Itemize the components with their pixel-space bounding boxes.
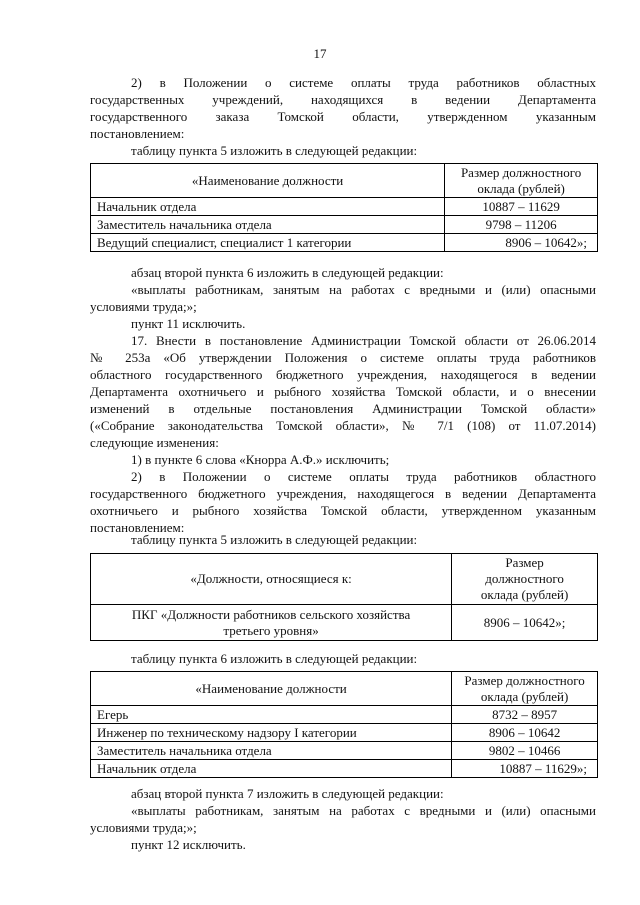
paragraph-line: государственного заказа Томской области, утвержденном указанным	[90, 109, 596, 124]
paragraph-line: следующие изменения:	[90, 435, 219, 450]
header-salary-line: оклада (рублей)	[480, 587, 569, 602]
salary-range: 8906 – 10642	[452, 724, 598, 742]
paragraph-line: абзац второй пункта 7 изложить в следующей редакции:	[131, 786, 444, 801]
paragraph-line: государственных учреждений, находящихся в ведении Департамента	[90, 92, 596, 107]
table-row	[91, 216, 598, 234]
position-name: Начальник отдела	[91, 198, 445, 216]
paragraph-line: областного государственного бюджетного учреждения, находящегося в ведении	[90, 367, 596, 382]
table-intro: таблицу пункта 6 изложить в следующей редакции:	[131, 651, 418, 666]
table-row	[91, 742, 598, 760]
position-group	[91, 605, 452, 641]
position-name: Ведущий специалист, специалист 1 категории	[91, 234, 445, 252]
table-header-salary	[452, 672, 598, 706]
paragraph-line: постановлением:	[90, 126, 185, 141]
paragraph-line: охотничьего и рыбного хозяйства Томской области, утвержденном указанным	[90, 503, 596, 518]
paragraph-line: условиями труда;»;	[90, 820, 197, 835]
header-salary-line: оклада (рублей)	[477, 180, 565, 196]
table-intro: таблицу пункта 5 изложить в следующей редакции:	[131, 532, 418, 547]
salary-range: 9802 – 10466	[452, 742, 598, 760]
salary-range: 8906 – 10642»;	[445, 234, 598, 252]
paragraph-line: 1) в пункте 6 слова «Кнорра А.Ф.» исключить;	[131, 452, 390, 467]
table-header-row	[91, 672, 598, 706]
table-row	[91, 706, 598, 724]
paragraph-line: условиями труда;»;	[90, 299, 197, 314]
salary-range: 9798 – 11206	[445, 216, 598, 234]
header-salary-line: должностного	[485, 571, 564, 586]
table-header-name: «Должности, относящиеся к:	[91, 554, 452, 605]
position-name: Заместитель начальника отдела	[91, 742, 452, 760]
paragraph-line: пункт 12 исключить.	[131, 837, 246, 852]
position-name: Начальник отдела	[91, 760, 452, 778]
header-salary-line: Размер	[505, 555, 544, 570]
paragraph-line: 2) в Положении о системе оплаты труда работников областных	[131, 75, 596, 90]
paragraph-line: «выплаты работникам, занятым на работах с вредными и (или) опасными	[131, 282, 596, 297]
table-header-row	[91, 164, 598, 198]
paragraph-line: («Собрание законодательства Томской области», № 7/1 (108) от 11.07.2014)	[90, 418, 596, 433]
table-header-name: «Наименование должности	[91, 672, 452, 706]
table-row	[91, 605, 598, 641]
table-row	[91, 198, 598, 216]
table-intro: таблицу пункта 5 изложить в следующей редакции:	[131, 143, 418, 158]
position-name: Инженер по техническому надзору I категории	[91, 724, 452, 742]
table-header-salary	[445, 164, 598, 198]
paragraph-line: изменений в отдельные постановления Администрации Томской области»	[90, 401, 596, 416]
salary-table-3	[90, 671, 598, 778]
paragraph-line: «выплаты работникам, занятым на работах с вредными и (или) опасными	[131, 803, 596, 818]
table-row	[91, 234, 598, 252]
paragraph-line: пункт 11 исключить.	[131, 316, 246, 331]
salary-range: 8906 – 10642»;	[452, 605, 598, 641]
table-header-name: «Наименование должности	[91, 164, 445, 198]
position-name: Егерь	[91, 706, 452, 724]
header-salary-line: оклада (рублей)	[480, 688, 569, 704]
header-salary-line: Размер должностного	[464, 672, 585, 688]
table-header-salary	[452, 554, 598, 605]
paragraph-line: Департамента охотничьего и рыбного хозяйства Томской области, и о внесении	[90, 384, 596, 399]
table-header-row	[91, 554, 598, 605]
salary-table-2	[90, 553, 598, 641]
salary-range: 10887 – 11629	[445, 198, 598, 216]
table-row	[91, 724, 598, 742]
salary-table-1	[90, 163, 598, 252]
paragraph-line: государственного бюджетного учреждения, находящегося в ведении Департамента	[90, 486, 596, 501]
paragraph-line: 2) в Положении о системе оплаты труда работников областного	[131, 469, 596, 484]
position-group-line: ПКГ «Должности работников сельского хозяйства	[131, 606, 411, 622]
paragraph-line: 17. Внести в постановление Администрации Томской области от 26.06.2014	[131, 333, 596, 348]
paragraph-line: абзац второй пункта 6 изложить в следующей редакции:	[131, 265, 444, 280]
salary-range: 10887 – 11629»;	[452, 760, 598, 778]
paragraph-line: постановлением:	[90, 520, 185, 535]
position-name: Заместитель начальника отдела	[91, 216, 445, 234]
header-salary-line: Размер должностного	[460, 164, 582, 180]
table-row	[91, 760, 598, 778]
page-number: 17	[313, 46, 327, 61]
paragraph-line: № 253а «Об утверждении Положения о системе оплаты труда работников	[90, 350, 596, 365]
salary-range: 8732 – 8957	[452, 706, 598, 724]
position-group-line: третьего уровня»	[223, 622, 319, 638]
